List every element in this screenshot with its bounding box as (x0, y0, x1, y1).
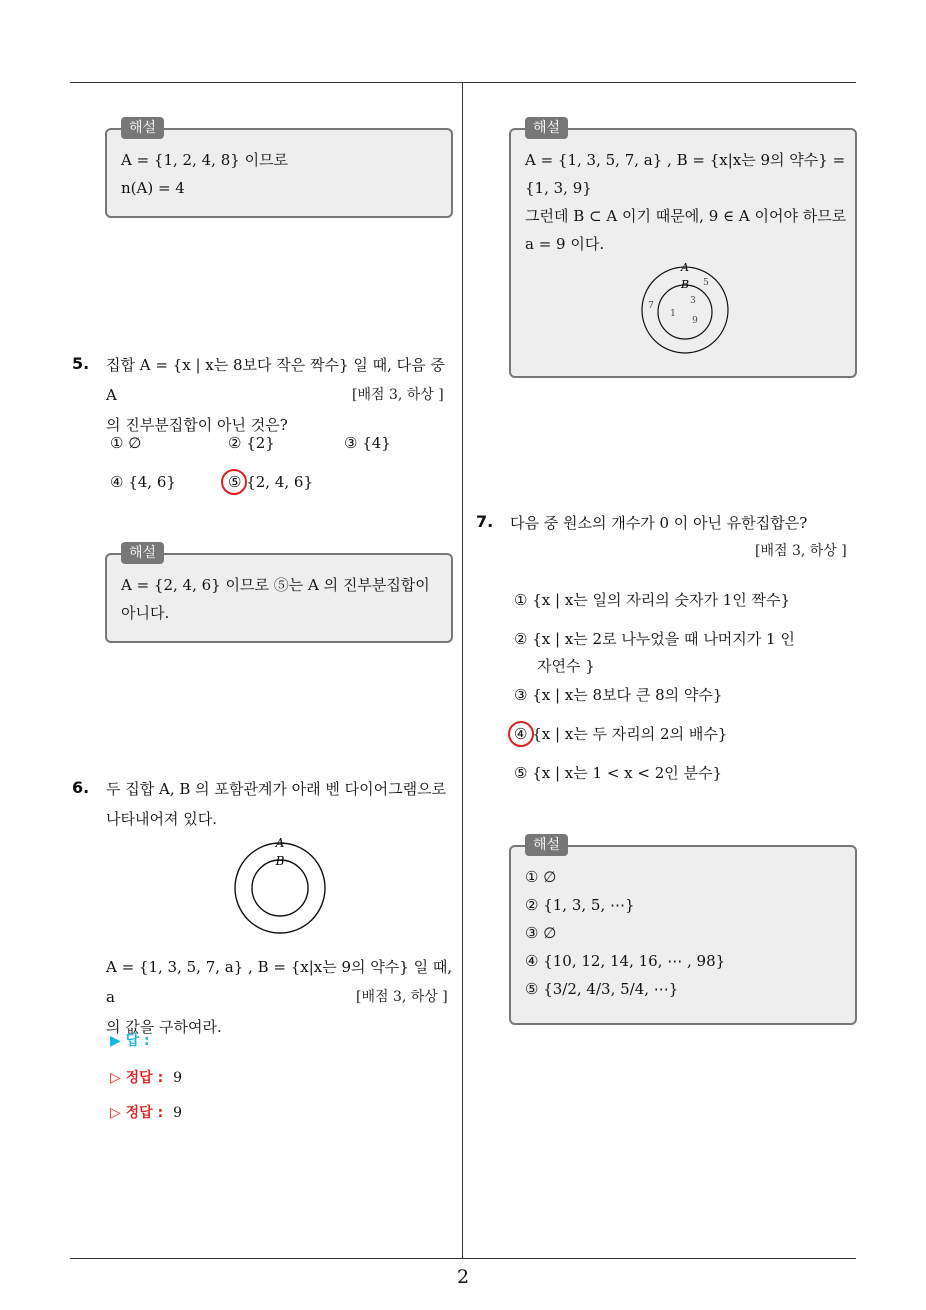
choice-2: ② {x | x는 2로 나누었을 때 나머지가 1 인 (514, 630, 795, 648)
answer-key-value: 9 (173, 1105, 183, 1121)
column-divider (462, 83, 463, 1259)
solution-line: ② {1, 3, 5, ⋯} (525, 896, 635, 914)
solution-line: ③ ∅ (525, 924, 557, 942)
solution-line: A = {1, 2, 4, 8} 이므로 (121, 151, 289, 169)
answer-key (110, 1102, 182, 1122)
question-number: 7. (476, 512, 494, 531)
choice-3: ③ {x | x는 8보다 큰 8의 약수} (514, 686, 723, 704)
explanation-tag: 해설 (121, 117, 164, 139)
page-number: 2 (456, 1266, 470, 1288)
solution-line: a = 9 이다. (525, 235, 605, 253)
choice-4: ④ {x | x는 두 자리의 2의 배수} (514, 725, 728, 743)
question-number: 6. (72, 778, 90, 797)
condition-line: A = {1, 3, 5, 7, a} , B = {x|x는 9의 약수} 일 때, a (106, 958, 453, 1006)
solution-line: ⑤ {3/2, 4/3, 5/4, ⋯} (525, 980, 679, 998)
venn-label-a: A (275, 836, 285, 850)
solution-box-q6 (509, 120, 857, 378)
explanation-tag: 해설 (121, 542, 164, 564)
answer-prompt: ▶ 답 : (110, 1033, 150, 1049)
choice-3: ③ {4} (344, 434, 391, 452)
bottom-rule (70, 1258, 856, 1259)
solution-line: 아니다. (121, 604, 170, 622)
answer-key-label: ▷ 정답 : (110, 1070, 164, 1086)
solution-line: ① ∅ (525, 868, 557, 886)
answer-key-label: ▷ 정답 : (110, 1105, 164, 1121)
question-line: 두 집합 A, B 의 포함관계가 아래 벤 다이어그램으로 (106, 780, 447, 798)
question-line: 집합 A = {x | x는 8보다 작은 짝수} 일 때, 다음 중 A (106, 356, 445, 404)
choice-1: ① ∅ (110, 434, 142, 452)
venn-number: 9 (692, 316, 698, 326)
choice-2-continued: 자연수 } (537, 657, 595, 675)
score-meta: [배점 3, 하상 ] (352, 387, 444, 403)
solution-line: ④ {10, 12, 14, 16, ⋯ , 98} (525, 952, 726, 970)
selected-answer-mark (221, 469, 247, 495)
score-meta: [배점 3, 하상 ] (356, 989, 448, 1005)
question-number: 5. (72, 354, 90, 373)
venn-number: 1 (670, 309, 676, 319)
venn-label-a: A (681, 261, 689, 274)
venn-diagram (230, 836, 330, 936)
score-meta: [배점 3, 하상 ] (755, 543, 847, 559)
solution-box-q5 (105, 545, 453, 643)
venn-number: 7 (648, 301, 654, 311)
choice-1: ① {x | x는 일의 자리의 숫자가 1인 짝수} (514, 591, 791, 609)
explanation-tag: 해설 (525, 117, 568, 139)
choice-5: ⑤ {x | x는 1 < x < 2인 분수} (514, 764, 723, 782)
choice-4: ④ {4, 6} (110, 473, 176, 491)
question-line: 나타내어져 있다. (106, 810, 217, 828)
solution-line: n(A) = 4 (121, 179, 185, 197)
solution-line: {1, 3, 9} (525, 179, 592, 197)
condition-line: 의 값을 구하여라. (106, 1018, 222, 1036)
solution-line: A = {1, 3, 5, 7, a} , B = {x|x는 9의 약수} = (525, 151, 846, 169)
solution-line: A = {2, 4, 6} 이므로 ⑤는 A 의 진부분집합이 (121, 576, 430, 594)
answer-key (110, 1067, 182, 1087)
question-text: 다음 중 원소의 개수가 0 이 아닌 유한집합은? (510, 514, 808, 532)
solution-box-q4 (105, 120, 453, 218)
top-rule (70, 82, 856, 83)
solution-venn-diagram (637, 260, 733, 354)
solution-line: 그런데 B ⊂ A 이기 때문에, 9 ∈ A 이어야 하므로 (525, 207, 847, 225)
solution-box-q7 (509, 837, 857, 1025)
choice-2: ② {2} (228, 434, 275, 452)
venn-label-b: B (680, 278, 690, 291)
answer-key-value: 9 (173, 1070, 183, 1086)
venn-label-b: B (275, 854, 285, 868)
question-line: 의 진부분집합이 아닌 것은? (106, 416, 288, 434)
explanation-tag: 해설 (525, 834, 568, 856)
venn-number: 5 (703, 278, 709, 288)
venn-number: 3 (690, 296, 696, 306)
question-text (106, 774, 456, 834)
choice-5: ⑤ {2, 4, 6} (228, 473, 314, 491)
selected-answer-mark (508, 721, 534, 747)
